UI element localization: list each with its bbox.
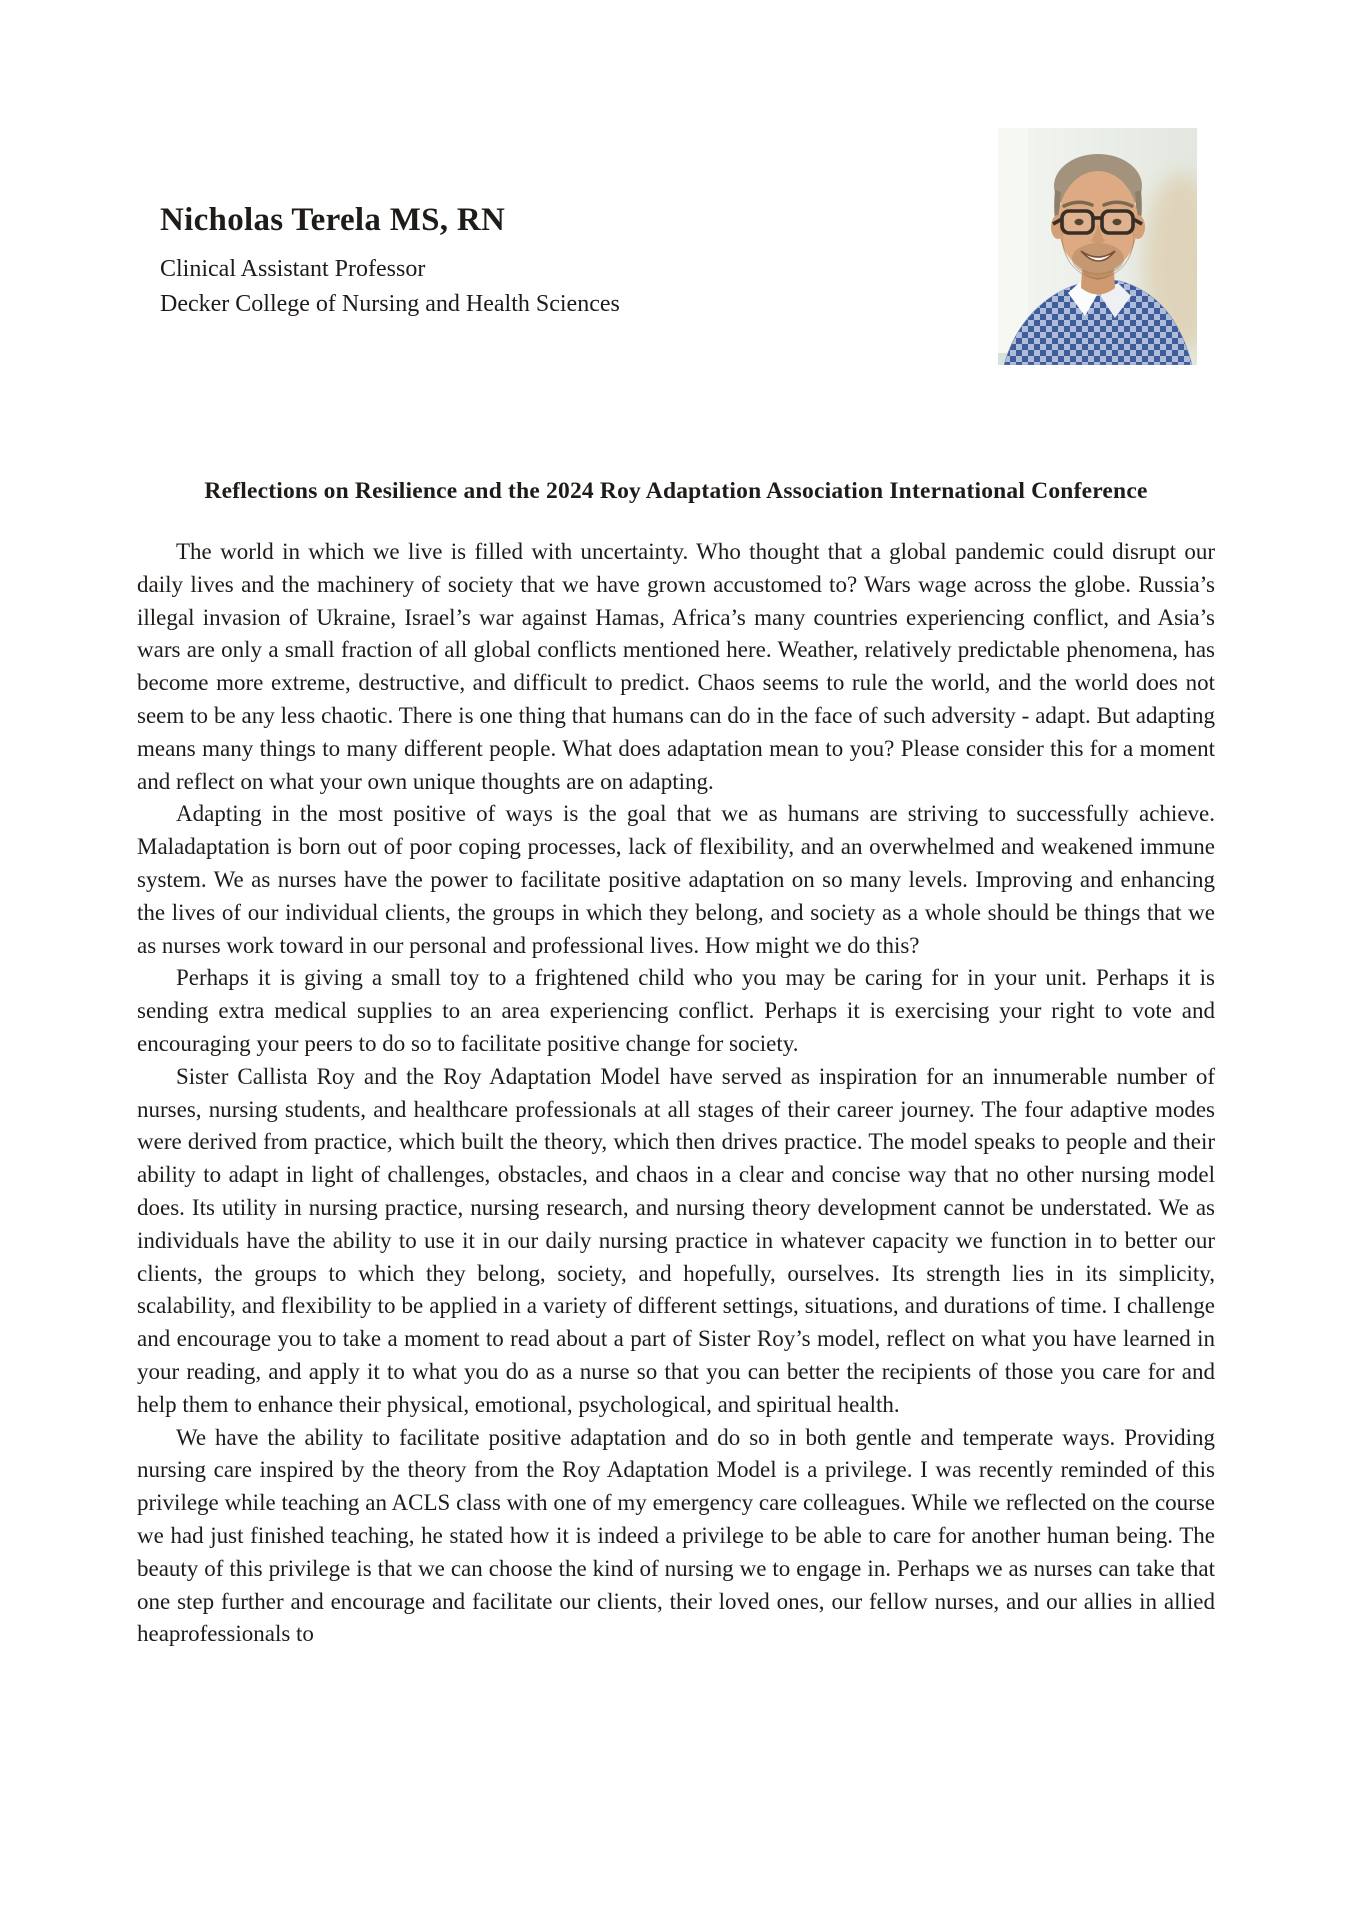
paragraph-2: Adapting in the most positive of ways is the goal that we as humans are striving to successfully achieve. Maladaptation is born out of poor coping processes, lack of flexibility, and an overwhelmed and weakened immune system. We as nurses have the power to facilitate positive adaptation on so many levels. Improving and enhancing the lives of our individual clients, the groups in which they belong, and society as a whole should be things that we as nurses work toward in our personal and professional lives. How might we do this? — [137, 801, 1215, 958]
author-affiliation: Decker College of Nursing and Health Sciences — [160, 291, 620, 317]
paragraph-4: Sister Callista Roy and the Roy Adaptation Model have served as inspiration for an innumerable number of nurses, nursing students, and healthcare professionals at all stages of their career journey. The four adaptive modes were derived from practice, which built the theory, which then drives practice. The model speaks to people and their ability to adapt in light of challenges, obstacles, and chaos in a clear and concise way that no other nursing model does. Its utility in nursing practice, nursing research, and nursing theory development cannot be understated. We as individuals have the ability to use it in our daily nursing practice in whatever capacity we function in to better our clients, the groups to which they belong, society, and hopefully, ourselves. Its strength lies in its simplicity, scalability, and flexibility to be applied in a variety of different settings, situations, and durations of time. I challenge and encourage you to take a moment to read about a part of Sister Roy’s model, reflect on what you have learned in your reading, and apply it to what you do as a nurse so that you can better the recipients of those you care for and help them to enhance their physical, emotional, psychological, and spiritual health. — [137, 1063, 1215, 1417]
author-name: Nicholas Terela MS, RN — [160, 202, 506, 238]
article-title: Reflections on Resilience and the 2024 Roy Adaptation Association International Conference — [204, 478, 1148, 504]
author-photo — [998, 128, 1197, 365]
author-job-title: Clinical Assistant Professor — [160, 256, 426, 282]
paragraph-1: The world in which we live is filled with uncertainty. Who thought that a global pandemic could disrupt our daily lives and the machinery of society that we have grown accustomed to? Wars wage across the globe. Russia’s illegal invasion of Ukraine, Israel’s war against Hamas, Africa’s many countries experiencing conflict, and Asia’s wars are only a small fraction of all global conflicts mentioned here. Weather, relatively predictable phenomena, has become more extreme, destructive, and difficult to predict. Chaos seems to rule the world, and the world does not seem to be any less chaotic. There is one thing that humans can do in the face of such adversity - adapt. But adapting means many things to many different people. What does adaptation mean to you? Please consider this for a moment and reflect on what your own unique thoughts are on adapting. — [137, 539, 1215, 794]
portrait-illustration — [998, 128, 1197, 365]
paragraph-3: Perhaps it is giving a small toy to a frightened child who you may be caring for in your unit. Perhaps it is sending extra medical supplies to an area experiencing conflict. Perhaps it is exercising your right to vote and encouraging your peers to do so to facilitate positive change for society. — [137, 965, 1215, 1056]
author-block — [160, 202, 620, 322]
paragraph-5: We have the ability to facilitate positive adaptation and do so in both gentle and temperate ways. Providing nursing care inspired by the theory from the Roy Adaptation Model is a privilege. I was recently reminded of this privilege while teaching an ACLS class with one of my emergency care colleagues. While we reflected on the course we had just finished teaching, he stated how it is indeed a privilege to be able to care for another human being. The beauty of this privilege is that we can choose the kind of nursing we to engage in. Perhaps we as nurses can take that one step further and encourage and facilitate our clients, their loved ones, our fellow nurses, and our allies in allied heaprofessionals to — [137, 1424, 1215, 1647]
article-body — [137, 536, 1215, 1651]
